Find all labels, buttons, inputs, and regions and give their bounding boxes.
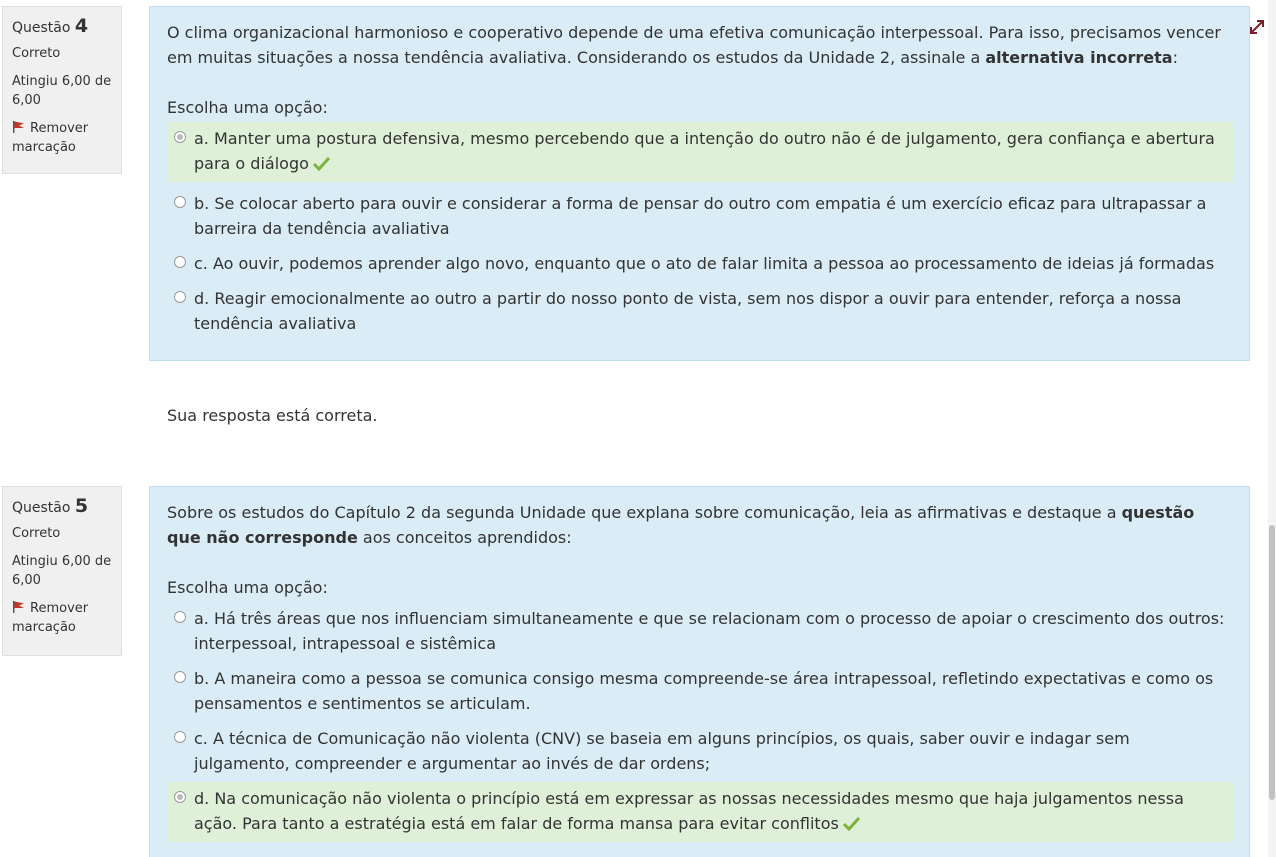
question-number bbox=[12, 17, 121, 38]
question-text: O clima organizacional harmonioso e cooperativo depende de uma efetiva comunicação interpessoal. Para isso, precisamos vencer em muitas situações a nossa tendência avaliativa. Considerando os estudos da Unidade 2, assinale a alternativa incorreta: bbox=[167, 23, 1221, 67]
radio-button[interactable] bbox=[174, 611, 186, 623]
answer-option-b[interactable]: b. Se colocar aberto para ouvir e considerar a forma de pensar do outro com empatia é um exercício eficaz para ultrapassar a barreira da tendência avaliativa bbox=[167, 187, 1233, 247]
radio-button[interactable] bbox=[174, 256, 186, 268]
answer-option-a[interactable]: a. Manter uma postura defensiva, mesmo percebendo que a intenção do outro não é de julgamento, gera confiança e abertura para o diálogo bbox=[167, 122, 1233, 182]
question-grade: Atingiu 6,00 de 6,00 bbox=[12, 554, 112, 588]
answer-prompt: Escolha uma opção: bbox=[167, 98, 328, 117]
question-number-value: 4 bbox=[74, 15, 89, 37]
check-icon bbox=[313, 157, 330, 171]
answer-option-c[interactable]: c. A técnica de Comunicação não violenta (CNV) se baseia em alguns princípios, os quais, saber ouvir e indagar sem julgamento, compreender e argumentar ao invés de dar ordens; bbox=[167, 722, 1233, 782]
radio-button[interactable] bbox=[174, 791, 186, 803]
answer-option-d[interactable]: d. Reagir emocionalmente ao outro a partir do nosso ponto de vista, sem nos dispor a ouvir para entender, reforça a nossa tendência avaliativa bbox=[167, 282, 1233, 342]
question-5-info bbox=[2, 486, 122, 656]
question-grade: Atingiu 6,00 de 6,00 bbox=[12, 74, 112, 108]
question-label: Questão bbox=[12, 20, 71, 36]
answer-option-c[interactable]: c. Ao ouvir, podemos aprender algo novo, enquanto que o ato de falar limita a pessoa ao processamento de ideias já formadas bbox=[167, 247, 1233, 282]
expand-icon[interactable] bbox=[1248, 18, 1266, 36]
scrollbar[interactable] bbox=[1268, 0, 1276, 857]
flag-icon bbox=[12, 120, 26, 134]
remove-flag-link[interactable] bbox=[12, 119, 121, 157]
radio-button[interactable] bbox=[174, 196, 186, 208]
answer-prompt: Escolha uma opção: bbox=[167, 578, 328, 597]
flag-icon bbox=[12, 600, 26, 614]
answer-option-d[interactable]: d. Na comunicação não violenta o princípio está em expressar as nossas necessidades mesmo que haja julgamentos nessa ação. Para tanto a estratégia está em falar de forma mansa para evitar conflitos bbox=[167, 782, 1233, 842]
remove-flag-link[interactable] bbox=[12, 599, 121, 637]
question-4-content bbox=[149, 6, 1250, 361]
question-number bbox=[12, 497, 121, 518]
scrollbar-thumb[interactable] bbox=[1269, 525, 1275, 800]
question-text: Sobre os estudos do Capítulo 2 da segunda Unidade que explana sobre comunicação, leia as afirmativas e destaque a questão que não corresponde aos conceitos aprendidos: bbox=[167, 503, 1195, 547]
feedback-text: Sua resposta está correta. bbox=[167, 406, 378, 425]
question-4-info bbox=[2, 6, 122, 174]
radio-button[interactable] bbox=[174, 671, 186, 683]
check-icon bbox=[843, 817, 860, 831]
answer-option-b[interactable]: b. A maneira como a pessoa se comunica consigo mesma compreende-se área intrapessoal, refletindo expectativas e como os pensamentos e sentimentos se articulam. bbox=[167, 662, 1233, 722]
flag-label: Remover marcação bbox=[12, 601, 89, 635]
question-label: Questão bbox=[12, 500, 71, 516]
flag-label: Remover marcação bbox=[12, 121, 89, 155]
answer-option-a[interactable]: a. Há três áreas que nos influenciam simultaneamente e que se relacionam com o processo de apoiar o crescimento dos outros: interpessoal, intrapessoal e sistêmica bbox=[167, 602, 1233, 662]
radio-button[interactable] bbox=[174, 731, 186, 743]
question-state: Correto bbox=[12, 46, 61, 61]
radio-button[interactable] bbox=[174, 131, 186, 143]
question-number-value: 5 bbox=[74, 495, 89, 517]
radio-button[interactable] bbox=[174, 291, 186, 303]
question-state: Correto bbox=[12, 526, 61, 541]
question-5-content bbox=[149, 486, 1250, 857]
